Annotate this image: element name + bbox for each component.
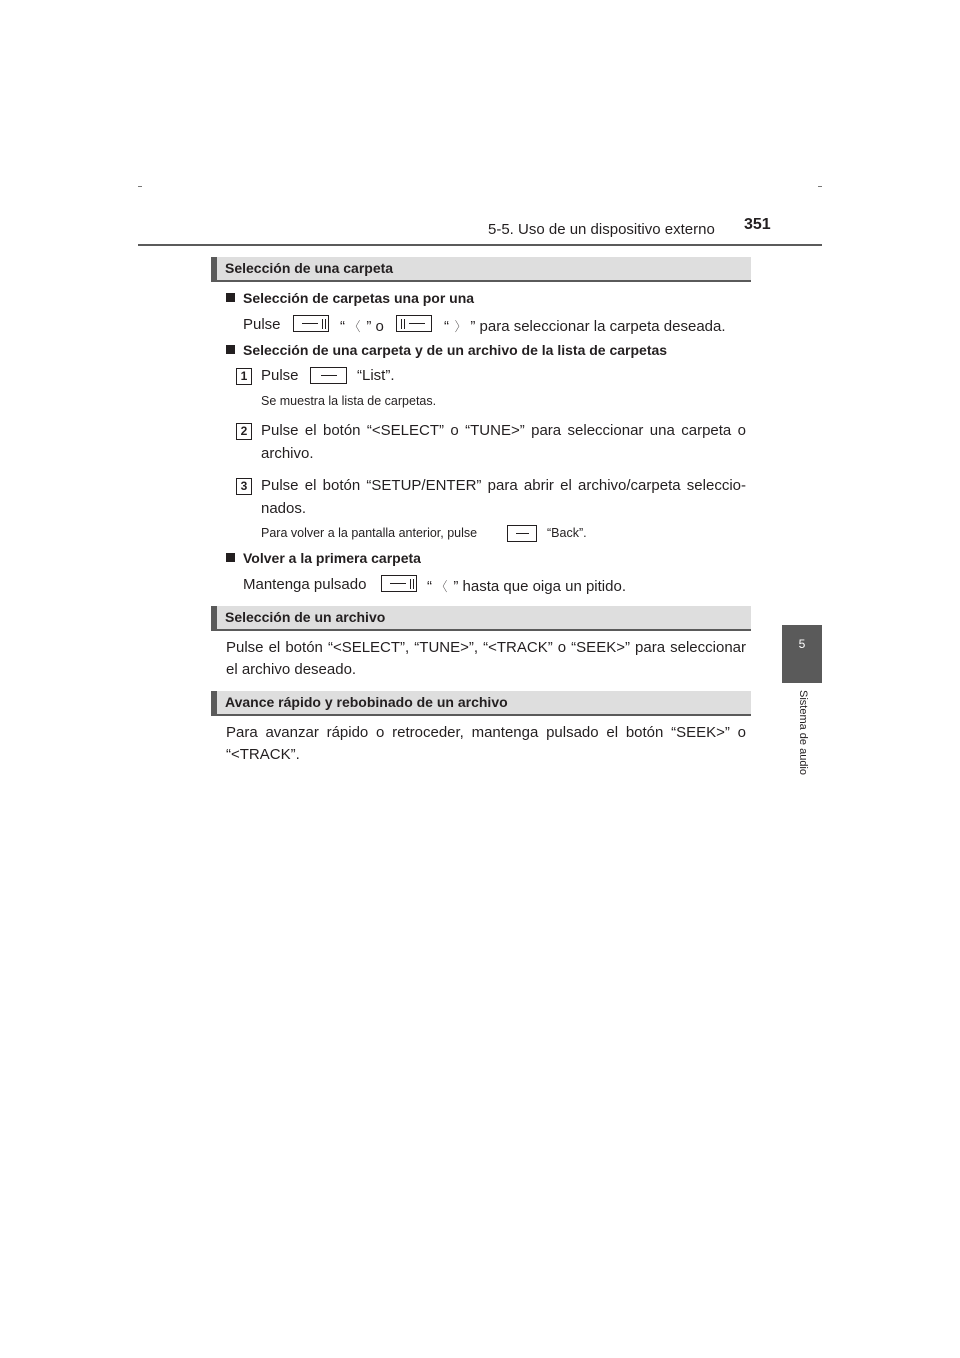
crop-mark-right	[818, 186, 822, 187]
chevron-left-icon: 〈	[351, 319, 361, 334]
step3-line2: nados.	[261, 500, 307, 517]
step1-note: Se muestra la lista de carpetas.	[261, 394, 437, 408]
section-title: Avance rápido y rebobinado de un archivo	[225, 694, 508, 710]
chapter-number: 5	[798, 637, 806, 651]
square-bullet-icon	[226, 345, 235, 354]
step-number-2: 2	[236, 423, 252, 440]
steering-switch-icon	[381, 575, 417, 592]
section-title: Selección de un archivo	[225, 609, 386, 625]
steering-switch-icon	[396, 315, 432, 332]
crop-mark-left	[138, 186, 142, 187]
step-number-3: 3	[236, 478, 252, 495]
file-line1: Pulse el botón “<SELECT”, “TUNE>”, “<TRACK” o “SEEK>” para seleccionar	[226, 639, 746, 656]
subheading-from-list: Selección de una carpeta y de un archivo de la lista de carpetas	[226, 342, 667, 358]
step2-line2: archivo.	[261, 445, 314, 462]
step-number-1: 1	[236, 368, 252, 385]
steering-switch-icon	[293, 315, 329, 332]
one-by-one-pulse: Pulse	[243, 316, 281, 333]
ff-line1: Para avanzar rápido o retroceder, mantenga pulsado el botón “SEEK>” o	[226, 724, 746, 741]
subheading-one-by-one: Selección de carpetas una por una	[226, 290, 474, 306]
screen-button-icon	[310, 367, 347, 384]
square-bullet-icon	[226, 293, 235, 302]
step2-line1: Pulse el botón “<SELECT” o “TUNE>” para seleccionar una carpeta o	[261, 422, 746, 439]
step1-pulse: Pulse	[261, 367, 299, 384]
first-folder-prefix: Mantenga pulsado	[243, 576, 367, 593]
step1-list-label: “List”.	[357, 367, 395, 384]
prev-chevron-label: “ 〈 ” o	[340, 318, 384, 335]
section-title: Selección de una carpeta	[225, 260, 394, 276]
ff-line2: “<TRACK”.	[226, 746, 300, 763]
square-bullet-icon	[226, 553, 235, 562]
screen-button-icon	[507, 525, 537, 542]
chapter-side-label: Sistema de audio	[797, 690, 809, 775]
step3-note: Para volver a la pantalla anterior, pulse	[261, 526, 478, 540]
section-header-folder	[211, 257, 751, 282]
subheading-first-folder: Volver a la primera carpeta	[226, 550, 421, 566]
running-header-section: 5-5. Uso de un dispositivo externo	[488, 221, 715, 238]
header-rule	[138, 244, 822, 246]
chevron-right-icon: 〉	[455, 319, 465, 334]
next-chevron-label: “ 〉 ” para seleccionar la carpeta deseada.	[444, 318, 726, 335]
chevron-left-icon: 〈	[438, 579, 448, 594]
page-number: 351	[744, 216, 771, 233]
file-line2: el archivo deseado.	[226, 661, 357, 678]
step3-line1: Pulse el botón “SETUP/ENTER” para abrir el archivo/carpeta seleccio-	[261, 477, 746, 494]
first-folder-rest: “ 〈 ” hasta que oiga un pitido.	[427, 578, 626, 595]
chapter-tab	[782, 625, 822, 683]
section-header-file	[211, 606, 751, 631]
section-header-fast-forward	[211, 691, 751, 716]
step3-back-label: “Back”.	[547, 526, 587, 540]
